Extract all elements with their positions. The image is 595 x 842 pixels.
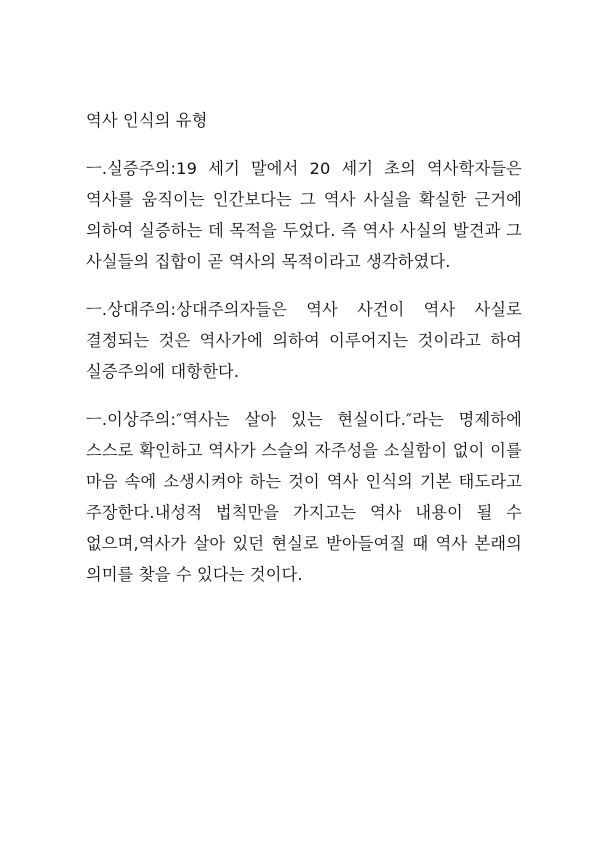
document-title: 역사 인식의 유형: [86, 111, 208, 130]
paragraph-relativism: ㅡ.상대주의:상대주의자들은 역사 사건이 역사 사실로 결정되는 것은 역사가에 의하여 이루어지는 것이라고 하여 실증주의에 대항한다.: [86, 300, 522, 381]
paragraph-idealism: ㅡ.이상주의:″역사는 살아 있는 현실이다.″라는 명제하에 스스로 확인하고 역사가 스슬의 자주성을 소실함이 없이 이를 마음 속에 소생시켜야 하는 것이 역사 인식의 기본 태도라고 주장한다.내성적 법칙만을 가지고는 역사 내용이 될 수 없으며,역사가 살아 있던 현실로 받아들여질 때 역사 본래의 의미를 찾을 수 있다는 것이다.: [86, 410, 522, 584]
document-body: [86, 109, 522, 607]
paragraph-positivism: ㅡ.실증주의:19 세기 말에서 20 세기 초의 역사학자들은 역사를 움직이는 인간보다는 그 역사 사실을 확실한 근거에 의하여 실증하는 데 목적을 두었다. 즉 역사 사실의 발견과 그 사실들의 집합이 곧 역사의 목적이라고 생각하였다.: [86, 159, 522, 271]
